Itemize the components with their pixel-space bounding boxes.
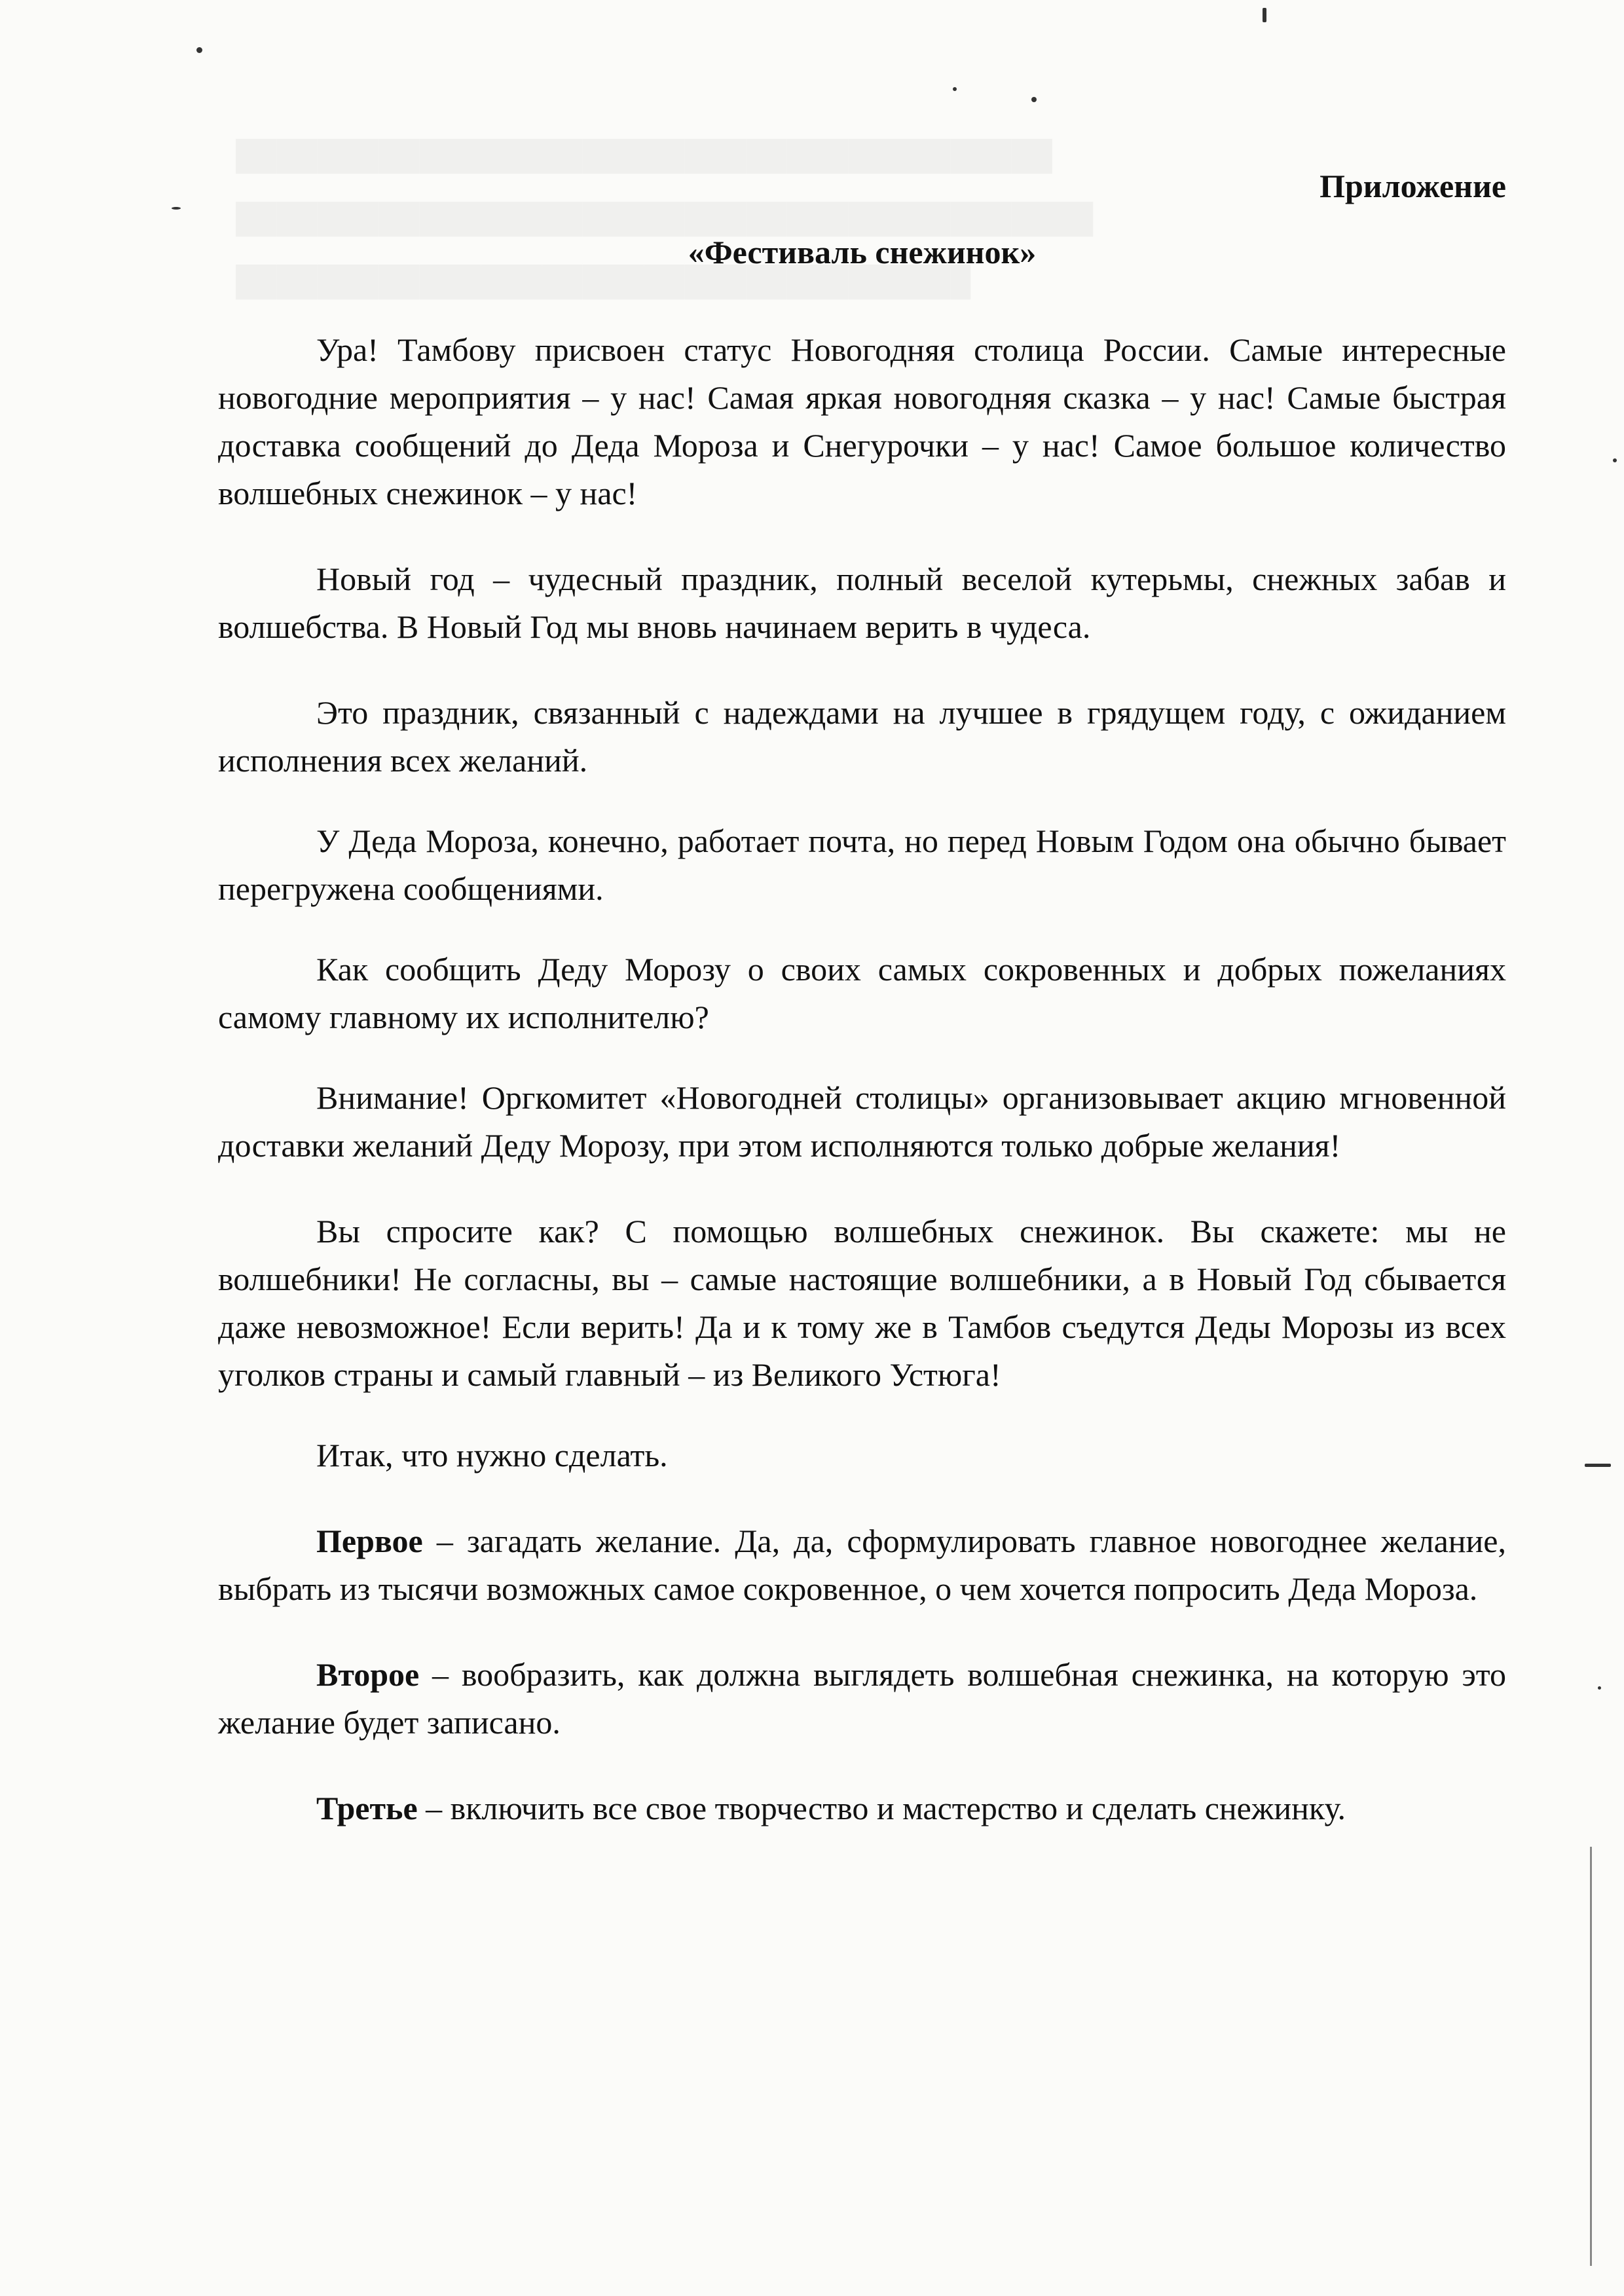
paragraph bbox=[218, 1517, 1506, 1613]
paragraph bbox=[218, 1074, 1506, 1170]
paragraph-text: У Деда Мороза, конечно, работает почта, но перед Новым Годом она обычно бывает перегружена сообщениями. bbox=[218, 823, 1506, 907]
folded-corner-shadow bbox=[26, 0, 350, 143]
scan-speck bbox=[953, 87, 957, 91]
paragraph bbox=[218, 689, 1506, 785]
paragraph-text: – вообразить, как должна выглядеть волшебная снежинка, на которую это желание будет записано. bbox=[218, 1656, 1506, 1741]
scan-speck bbox=[1031, 97, 1037, 102]
paragraph-text: Внимание! Оргкомитет «Новогодней столицы» организовывает акцию мгновенной доставки желаний Деду Морозу, при этом исполняются только добрые желания! bbox=[218, 1079, 1506, 1164]
scan-edge-line bbox=[1590, 1847, 1592, 2266]
paragraph bbox=[218, 326, 1506, 517]
paragraph-text: Ура! Тамбову присвоен статус Новогодняя столица России. Самые интересные новогодние мероприятия – у нас! Самая яркая новогодняя сказка – у нас! Самые быстрая доставка сообщений до Деда Мороза и Снегурочки – у нас! Самое большое количество волшебных снежинок – у нас! bbox=[218, 331, 1506, 511]
paragraph-text: Новый год – чудесный праздник, полный веселой кутерьмы, снежных забав и волшебства. В Новый Год мы вновь начинаем верить в чудеса. bbox=[218, 561, 1506, 645]
document-title: «Фестиваль снежинок» bbox=[688, 234, 1037, 270]
scan-speck bbox=[196, 47, 202, 53]
paragraph-lead: Третье bbox=[316, 1790, 418, 1826]
bleed-through-text: ████████████████████████████████████████ ██████████████████████████████████████████ ████████████████████████████████████ bbox=[236, 139, 1094, 297]
scan-speck bbox=[172, 207, 181, 210]
scan-speck bbox=[1585, 1464, 1611, 1467]
paragraph-lead: Второе bbox=[316, 1656, 420, 1693]
paragraph-text: Это праздник, связанный с надеждами на лучшее в грядущем году, с ожиданием исполнения всех желаний. bbox=[218, 694, 1506, 779]
paragraph bbox=[218, 1785, 1506, 1832]
scan-speck bbox=[1598, 1686, 1601, 1690]
paragraph bbox=[218, 555, 1506, 651]
paragraph-text: Вы спросите как? С помощью волшебных снежинок. Вы скажете: мы не волшебники! Не согласны, вы – самые настоящие волшебники, а в Новый Год сбывается даже невозможное! Если верить! Да и к тому же в Тамбов съедутся Деды Морозы из всех уголков страны и самый главный – из Великого Устюга! bbox=[218, 1213, 1506, 1393]
paragraph-text: – включить все свое творчество и мастерство и сделать снежинку. bbox=[417, 1790, 1346, 1826]
paragraph-text: Итак, что нужно сделать. bbox=[316, 1437, 668, 1473]
appendix-label: Приложение bbox=[1320, 168, 1506, 204]
paragraph bbox=[218, 946, 1506, 1041]
scan-speck bbox=[1613, 458, 1617, 462]
scan-speck bbox=[1263, 8, 1266, 22]
paragraph-text: – загадать желание. Да, да, сформулировать главное новогоднее желание, выбрать из тысячи возможных самое сокровенное, о чем хочется попросить Деда Мороза. bbox=[218, 1523, 1506, 1607]
paragraph bbox=[218, 1208, 1506, 1399]
document-body bbox=[218, 162, 1506, 1870]
paragraph-lead: Первое bbox=[316, 1523, 423, 1559]
paragraph bbox=[218, 1432, 1506, 1479]
paragraph-text: Как сообщить Деду Морозу о своих самых сокровенных и добрых пожеланиях самому главному их исполнителю? bbox=[218, 951, 1506, 1035]
paragraph bbox=[218, 1651, 1506, 1747]
paragraph bbox=[218, 817, 1506, 913]
